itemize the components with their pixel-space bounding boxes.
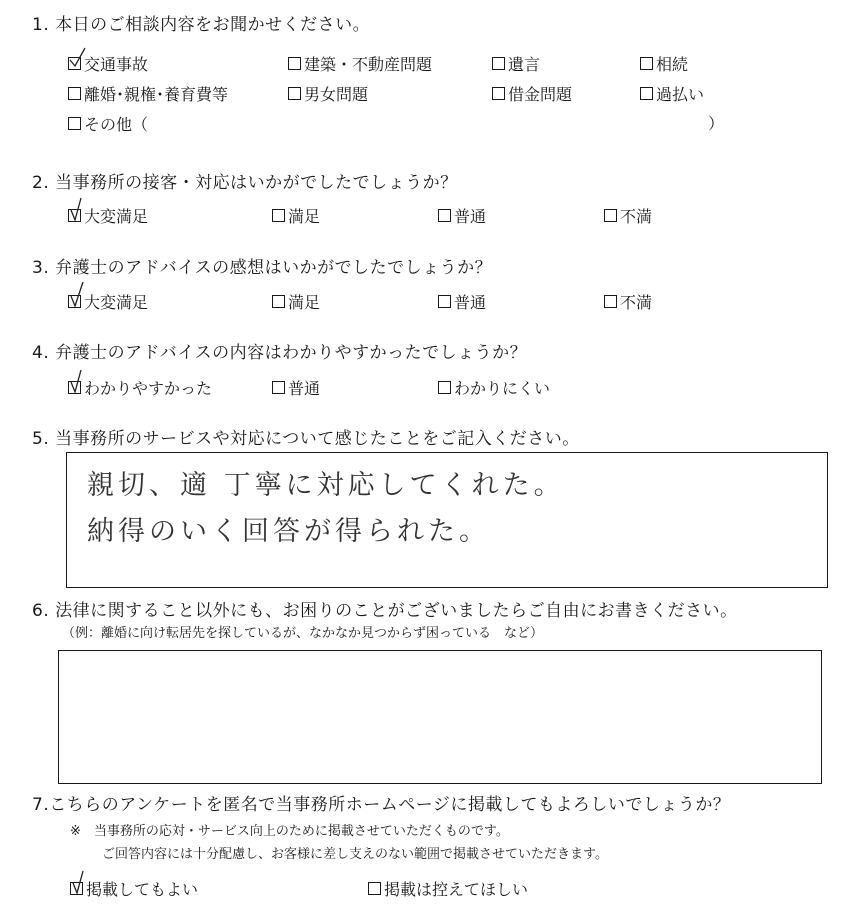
- check-mark-icon: [69, 871, 95, 897]
- checkbox[interactable]: [438, 295, 451, 308]
- option-label: 普通: [454, 207, 487, 226]
- q3-title: 3. 弁護士のアドバイスの感想はいかがでしたでしょうか？: [32, 258, 493, 278]
- q1-option-real-estate[interactable]: [288, 52, 432, 75]
- option-label: 借金問題: [508, 85, 573, 104]
- q6-answer-box[interactable]: [58, 650, 822, 784]
- option-label: わかりにくい: [454, 379, 551, 398]
- checkbox[interactable]: [68, 117, 81, 130]
- option-label: 普通: [454, 293, 487, 312]
- q1-option-inheritance[interactable]: [640, 52, 688, 75]
- checkbox[interactable]: [368, 882, 381, 895]
- q1-option-divorce[interactable]: [68, 82, 228, 105]
- q1-option-overpayment[interactable]: [640, 82, 704, 105]
- q1-option-relationship[interactable]: [288, 82, 368, 105]
- option-label: 普通: [288, 379, 321, 398]
- option-label: 不満: [620, 293, 653, 312]
- checkbox-checked[interactable]: [68, 295, 81, 308]
- checkbox[interactable]: [492, 87, 505, 100]
- option-label: 交通事故: [84, 55, 149, 74]
- q3-option-very-satisfied[interactable]: [68, 290, 148, 313]
- q1-option-debt[interactable]: [492, 82, 572, 105]
- checkbox[interactable]: [288, 57, 301, 70]
- checkbox[interactable]: [438, 381, 451, 394]
- q2-option-dissatisfied[interactable]: [604, 204, 652, 227]
- q1-option-will[interactable]: [492, 52, 540, 75]
- option-label: わかりやすかった: [84, 379, 213, 398]
- option-label: 不満: [620, 207, 653, 226]
- option-label: 掲載は控えてほしい: [384, 880, 529, 899]
- option-label: 遺言: [508, 55, 541, 74]
- q2-option-satisfied[interactable]: [272, 204, 320, 227]
- option-label: 過払い: [656, 85, 705, 104]
- checkbox[interactable]: [640, 87, 653, 100]
- option-label: 離婚･親権･養育費等: [84, 85, 229, 104]
- option-label: 満足: [288, 207, 321, 226]
- check-mark-icon: [67, 198, 93, 224]
- q2-option-very-satisfied[interactable]: [68, 204, 148, 227]
- q1-option-other[interactable]: [68, 112, 148, 135]
- checkbox[interactable]: [604, 295, 617, 308]
- checkbox-checked[interactable]: [70, 882, 83, 895]
- q6-example: （例：離婚に向け転居先を探しているが、なかなか見つからず困っている など）: [62, 626, 544, 641]
- checkbox[interactable]: [68, 87, 81, 100]
- q7-option-decline[interactable]: [368, 877, 528, 900]
- option-label: 男女問題: [304, 85, 369, 104]
- checkbox[interactable]: [640, 57, 653, 70]
- q7-option-allow[interactable]: [70, 877, 198, 900]
- option-label: 相続: [656, 55, 689, 74]
- q4-title: 4. 弁護士のアドバイスの内容はわかりやすかったでしょうか？: [32, 343, 528, 363]
- check-mark-icon: [67, 370, 93, 396]
- q5-answer-line-1: 親切、適 丁寧に対応してくれた。: [87, 470, 565, 501]
- q3-option-dissatisfied[interactable]: [604, 290, 652, 313]
- q3-option-satisfied[interactable]: [272, 290, 320, 313]
- q3-option-neutral[interactable]: [438, 290, 486, 313]
- q7-note-2: ご回答内容には十分配慮し、お客様に差し支えのない範囲で掲載させていただきます。: [102, 847, 608, 862]
- q7-note-1: ※ 当事務所の応対・サービス向上のために掲載させていただくものです。: [70, 824, 509, 839]
- q6-title: 6. 法律に関すること以外にも、お困りのことがございましたらご自由にお書きください。: [32, 601, 738, 621]
- q7-title: 7.こちらのアンケートを匿名で当事務所ホームページに掲載してもよろしいでしょうか？: [32, 795, 731, 815]
- checkbox[interactable]: [272, 295, 285, 308]
- option-label: その他（: [84, 115, 149, 134]
- q5-answer-line-2: 納得のいく回答が得られた。: [87, 516, 490, 547]
- checkbox-checked[interactable]: [68, 209, 81, 222]
- checkbox[interactable]: [288, 87, 301, 100]
- q4-option-hard[interactable]: [438, 376, 550, 399]
- q5-title: 5. 当事務所のサービスや対応について感じたことをご記入ください。: [32, 429, 580, 449]
- q1-option-traffic-accident[interactable]: [68, 52, 148, 75]
- checkbox[interactable]: [272, 209, 285, 222]
- checkbox[interactable]: [492, 57, 505, 70]
- other-close-paren: ）: [708, 114, 725, 133]
- option-label: 大変満足: [84, 293, 149, 312]
- checkbox-checked[interactable]: [68, 381, 81, 394]
- check-mark-icon: [67, 284, 93, 310]
- checkbox-checked[interactable]: [68, 57, 81, 70]
- q1-title: 1. 本日のご相談内容をお聞かせください。: [32, 15, 371, 35]
- option-label: 満足: [288, 293, 321, 312]
- checkbox[interactable]: [604, 209, 617, 222]
- check-mark-icon: [67, 46, 93, 72]
- q2-option-neutral[interactable]: [438, 204, 486, 227]
- q4-option-neutral[interactable]: [272, 376, 320, 399]
- option-label: 大変満足: [84, 207, 149, 226]
- checkbox[interactable]: [272, 381, 285, 394]
- q5-answer-box[interactable]: [66, 452, 828, 588]
- option-label: 掲載してもよい: [86, 880, 199, 899]
- q4-option-easy[interactable]: [68, 376, 212, 399]
- option-label: 建築・不動産問題: [304, 55, 433, 74]
- checkbox[interactable]: [438, 209, 451, 222]
- q2-title: 2. 当事務所の接客・対応はいかがでしたでしょうか？: [32, 173, 458, 193]
